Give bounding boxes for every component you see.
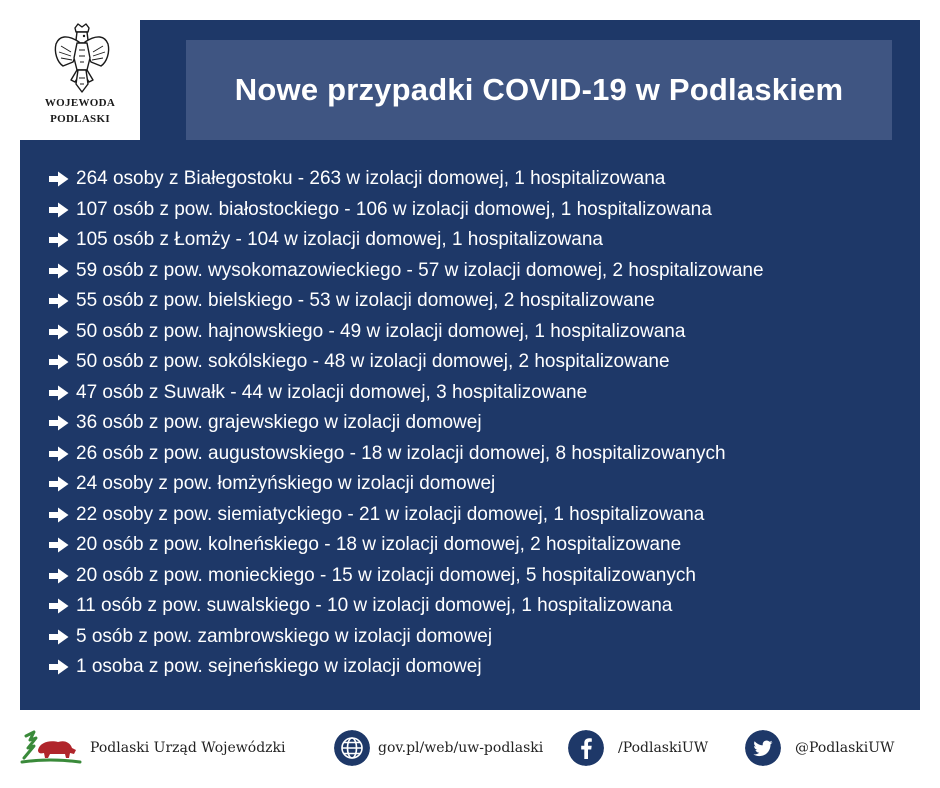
arrow-right-icon: [48, 659, 69, 675]
footer-website[interactable]: [334, 728, 543, 768]
case-text: 22 osoby z pow. siemiatyckiego - 21 w izolacji domowej, 1 hospitalizowana: [76, 503, 705, 525]
facebook-link[interactable]: /PodlaskiUW: [618, 740, 709, 756]
list-item: [48, 469, 764, 500]
twitter-icon: [745, 730, 781, 766]
case-text: 50 osób z pow. hajnowskiego - 49 w izolacji domowej, 1 hospitalizowana: [76, 320, 686, 342]
globe-icon: [334, 730, 370, 766]
list-item: [48, 500, 764, 531]
list-item: [48, 622, 764, 653]
list-item: [48, 164, 764, 195]
footer-office: [20, 728, 286, 768]
case-text: 59 osób z pow. wysokomazowieckiego - 57 w izolacji domowej, 2 hospitalizowane: [76, 259, 764, 281]
arrow-right-icon: [48, 263, 69, 279]
list-item: [48, 561, 764, 592]
list-item: [48, 591, 764, 622]
page-title: Nowe przypadki COVID-19 w Podlaskiem: [234, 72, 844, 107]
arrow-right-icon: [48, 507, 69, 523]
arrow-right-icon: [48, 324, 69, 340]
case-text: 105 osób z Łomży - 104 w izolacji domowej, 1 hospitalizowana: [76, 229, 603, 251]
website-link[interactable]: gov.pl/web/uw-podlaski: [378, 740, 544, 756]
case-text: 5 osób z pow. zambrowskiego w izolacji domowej: [76, 625, 493, 647]
arrow-right-icon: [48, 232, 69, 248]
office-label: Podlaski Urząd Wojewódzki: [90, 740, 286, 756]
emblem: [20, 20, 140, 140]
case-text: 36 osób z pow. grajewskiego w izolacji domowej: [76, 412, 482, 434]
arrow-right-icon: [48, 385, 69, 401]
case-text: 107 osób z pow. białostockiego - 106 w izolacji domowej, 1 hospitalizowana: [76, 198, 712, 220]
arrow-right-icon: [48, 202, 69, 218]
list-item: [48, 408, 764, 439]
arrow-right-icon: [48, 171, 69, 187]
arrow-right-icon: [48, 568, 69, 584]
facebook-icon: [568, 730, 604, 766]
footer-twitter[interactable]: [745, 728, 894, 768]
twitter-link[interactable]: @PodlaskiUW: [795, 740, 895, 756]
case-text: 55 osób z pow. bielskiego - 53 w izolacji domowej, 2 hospitalizowane: [76, 290, 655, 312]
case-text: 50 osób z pow. sokólskiego - 48 w izolacji domowej, 2 hospitalizowane: [76, 351, 670, 373]
case-text: 11 osób z pow. suwalskiego - 10 w izolacji domowej, 1 hospitalizowana: [76, 595, 673, 617]
arrow-right-icon: [48, 476, 69, 492]
emblem-line-1: WOJEWODA: [44, 97, 116, 109]
case-text: 20 osób z pow. monieckiego - 15 w izolacji domowej, 5 hospitalizowanych: [76, 564, 696, 586]
arrow-right-icon: [48, 598, 69, 614]
list-item: [48, 317, 764, 348]
case-text: 24 osoby z pow. łomżyńskiego w izolacji domowej: [76, 473, 496, 495]
list-item: [48, 195, 764, 226]
list-item: [48, 530, 764, 561]
list-item: [48, 652, 764, 683]
arrow-right-icon: [48, 446, 69, 462]
bison-logo-icon: [20, 728, 82, 768]
footer-facebook[interactable]: [568, 728, 708, 768]
case-text: 20 osób z pow. kolneńskiego - 18 w izolacji domowej, 2 hospitalizowane: [76, 534, 682, 556]
emblem-line-2: PODLASKI: [50, 113, 110, 125]
arrow-right-icon: [48, 537, 69, 553]
case-text: 264 osoby z Białegostoku - 263 w izolacji domowej, 1 hospitalizowana: [76, 168, 666, 190]
arrow-right-icon: [48, 415, 69, 431]
case-list: [48, 164, 764, 683]
arrow-right-icon: [48, 629, 69, 645]
arrow-right-icon: [48, 293, 69, 309]
list-item: [48, 256, 764, 287]
list-item: [48, 286, 764, 317]
title-banner: [186, 40, 892, 140]
case-text: 47 osób z Suwałk - 44 w izolacji domowej, 3 hospitalizowane: [76, 381, 588, 403]
case-text: 26 osób z pow. augustowskiego - 18 w izolacji domowej, 8 hospitalizowanych: [76, 442, 726, 464]
list-item: [48, 225, 764, 256]
list-item: [48, 347, 764, 378]
list-item: [48, 439, 764, 470]
footer: [0, 720, 940, 780]
arrow-right-icon: [48, 354, 69, 370]
list-item: [48, 378, 764, 409]
case-text: 1 osoba z pow. sejneńskiego w izolacji domowej: [76, 656, 482, 678]
eagle-emblem-icon: [53, 22, 111, 98]
